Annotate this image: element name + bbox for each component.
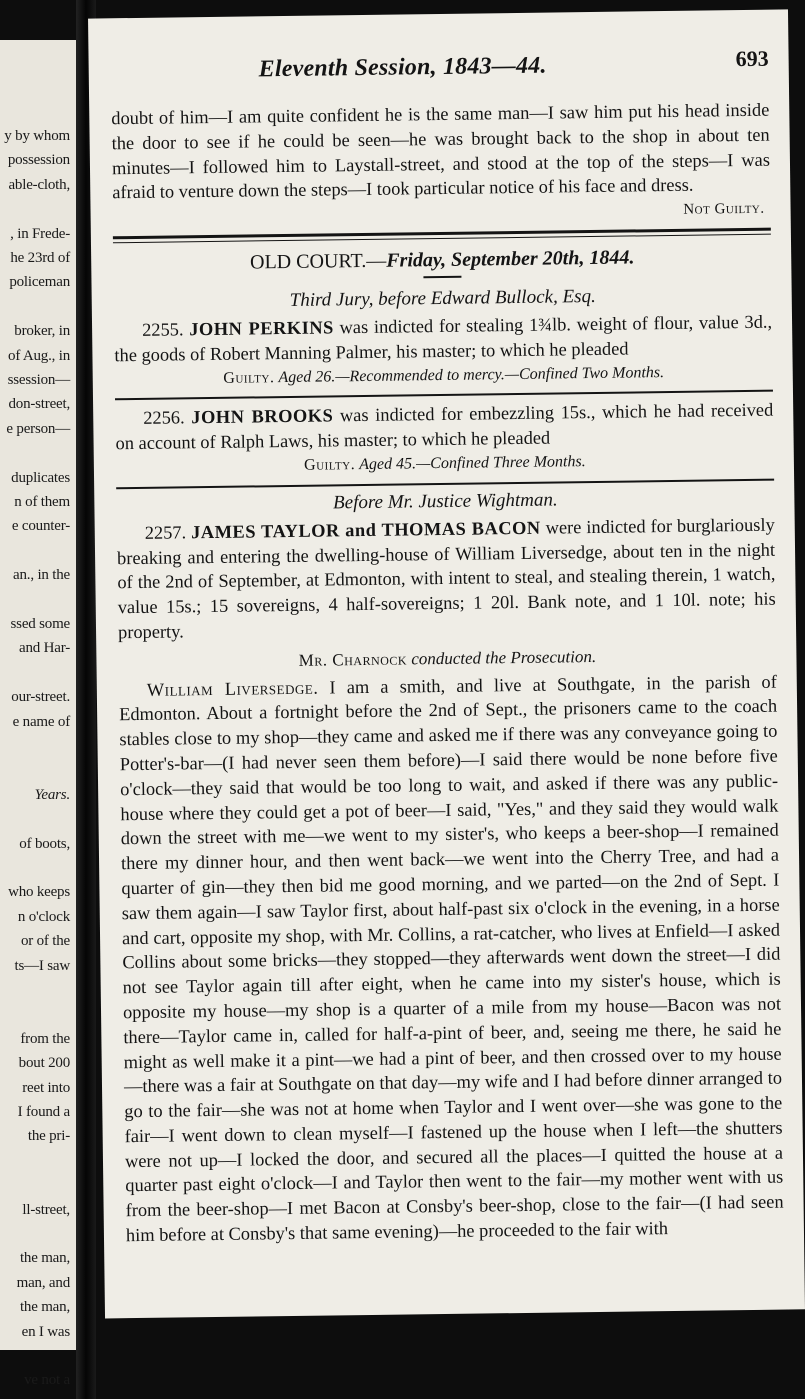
session-title: Eleventh Session, 1843—44. — [258, 52, 547, 83]
left-page-text-fragment: policeman — [9, 274, 70, 291]
page-content — [111, 98, 784, 1248]
witness-testimony — [119, 669, 784, 1248]
running-head — [88, 39, 788, 88]
left-page-text-fragment: he 23rd of — [10, 250, 70, 266]
case-number: 2255. — [141, 319, 184, 340]
left-page-text-fragment: or of the — [20, 933, 70, 950]
left-page-text-fragment: e person— — [6, 420, 70, 437]
left-page-text-fragment: ve not a — [24, 1372, 70, 1389]
section-divider — [113, 228, 771, 244]
left-page-text-fragment: an., in the — [13, 567, 70, 584]
left-page-text-fragment: possession — [7, 152, 70, 169]
left-page-text-fragment: who keeps — [8, 884, 70, 901]
document-page — [88, 9, 805, 1318]
left-page-text-fragment: of Aug., in — [8, 347, 70, 364]
left-page-text-fragment: able-cloth, — [8, 176, 70, 193]
left-page-text-fragment: e counter- — [11, 518, 70, 535]
verdict-sentence: Aged 26.—Recommended to mercy.—Confined Two Months. — [278, 363, 665, 386]
left-page-text-fragment: don-street, — [8, 396, 70, 413]
court-heading — [113, 245, 771, 277]
witness-name: William Liversedge. — [146, 677, 319, 700]
jury-heading: Third Jury, before Edward Bullock, Esq. — [289, 285, 596, 311]
left-page-text-fragment: bout 200 — [18, 1055, 70, 1072]
case-number: 2257. — [144, 522, 187, 543]
left-page-text-fragment: ll-street, — [22, 1201, 70, 1218]
case-text: was indicted for embezzling 15s., which he had received on account of Ralph Laws, his master; to which he pleaded — [115, 400, 774, 454]
left-page-text-fragment: Years. — [34, 786, 70, 803]
left-page-text-fragment: ssed some — [10, 616, 70, 632]
left-page-text-fragment: en I was — [21, 1323, 70, 1340]
verdict-sentence: Aged 45.—Confined Three Months. — [359, 453, 586, 474]
left-page-text-fragment: broker, in — [14, 323, 70, 340]
court-name: OLD COURT.— — [249, 249, 387, 274]
left-page-text-fragment: ssession— — [7, 372, 70, 388]
left-page-text-fragment: from the — [20, 1030, 70, 1047]
previous-case-text: doubt of him—I am quite confident he is the same man—I saw him put his head inside the door to see if he could be seen—he was brought back to the shop in about ten minutes—I followed him to Laystall-street, and stood at the top of the steps—I was afraid to venture down the steps—I took particular notice of his face and dress. — [111, 99, 771, 203]
left-page-text-fragment: duplicates — [11, 469, 70, 486]
left-page-text-fragment: n of them — [14, 494, 70, 510]
left-page-text-fragment: our-street. — [11, 689, 70, 706]
left-page-text-fragment: man, and — [16, 1274, 70, 1291]
left-page-text-fragment: the man, — [19, 1299, 70, 1316]
defendant-name: JOHN BROOKS — [191, 405, 334, 428]
left-page-text-fragment: y by whom — [4, 128, 70, 144]
defendant-name: JOHN PERKINS — [189, 317, 334, 340]
case-2256 — [115, 398, 774, 456]
verdict-label: Guilty. — [304, 456, 356, 474]
case-2257 — [117, 512, 777, 645]
case-2255 — [114, 310, 773, 368]
left-page-fragment — [0, 40, 76, 1389]
case-text: were indicted for burglariously breaking and entering the dwelling-house of William Liversedge, about ten in the night of the 2nd of September, at Edmonton, with intent to steal, and stealing therein, 1 watch, value 15s.; 15 sovereigns, 4 half-sovereigns; 1 20l. Bank note, and 1 10l. note; his property. — [116, 514, 776, 643]
left-page-text-fragment: and Har- — [19, 640, 70, 657]
court-date: Friday, September 20th, 1844. — [386, 246, 635, 272]
justice-heading: Before Mr. Justice Wightman. — [332, 489, 558, 514]
prosecution-text: conducted the Prosecution. — [411, 646, 597, 669]
left-page-text-fragment: I found a — [17, 1104, 70, 1120]
left-page-text-fragment: the man, — [19, 1250, 70, 1267]
left-page-text-fragment: the pri- — [27, 1128, 70, 1145]
defendant-names: JAMES TAYLOR and THOMAS BACON — [191, 517, 541, 543]
testimony-text: I am a smith, and live at Southgate, in the parish of Edmonton. About a fortnight before the 2nd of Sept., the prisoners came to the coach stables close to my shop—they came and asked me if there was any conveyance going to Potter's-bar—(I had never seen them before)—I said there would be none before five o'clock—they said that would be too long to wait, and asked if there was any public-house where they could get a pot of beer—I said, "Yes," and they said they would walk down the street with me—we went to my sister's, who keeps a beer-shop—I remained there my dinner hour, and then went back—we went into the Cherry Tree, and had a quarter of gin—they then bid me good morning, and we parted—on the 2nd of Sept. I saw them again—I saw Taylor first, about half-past six o'clock in the evening, in a horse and cart, opposite my shop, with Mr. Collins, a rat-catcher, who lives at Enfield—I asked Collins about some bricks—they stopped—they afterwards went down the street—I did not see Taylor again till after eight, when he came into my sister's house, which is opposite my house—my shop is a quarter of a mile from my house—Bacon was not there—Taylor came in, called for half-a-pint of beer, and, seeing me there, he said he might as well make it a pint—we had a pint of beer, and then crossed over to my house—there was a fair at Southgate on that day—my wife and I had before dinner arranged to go to the fair—she was not at home when Taylor and I went over—she was gone to the fair—I went down to clean myself—I fastened up the house when I left—the shutters were not up—I locked the door, and secured all the places—I quitted the house at a quarter past eight o'clock—I and Taylor then went to the fair—my mother went with us from the beer-shop—I met Bacon at Consby's beer-shop, close to the fair—(I had seen him before at Consby's that same evening)—he proceeded to the fair with — [119, 671, 784, 1246]
previous-case-verdict: Not Guilty. — [683, 200, 765, 218]
prosecutor-name: Mr. Charnock — [298, 649, 408, 670]
case-text: was indicted for stealing 1¾lb. weight of flour, value 3d., the goods of Robert Manning Palmer, his master; to which he pleaded — [114, 311, 773, 366]
short-rule — [423, 276, 461, 278]
left-page-text-fragment: e name of — [12, 713, 70, 730]
left-page-text-fragment: reet into — [22, 1079, 70, 1096]
verdict-label: Guilty. — [223, 368, 275, 387]
left-page-text-fragment: ts—I saw — [14, 957, 70, 974]
left-page-text-fragment: n o'clock — [17, 908, 70, 925]
left-page-text-fragment: of boots, — [19, 835, 70, 852]
left-page-text-fragment: , in Frede- — [10, 225, 70, 242]
case-number: 2256. — [143, 407, 185, 429]
page-number: 693 — [735, 45, 769, 72]
